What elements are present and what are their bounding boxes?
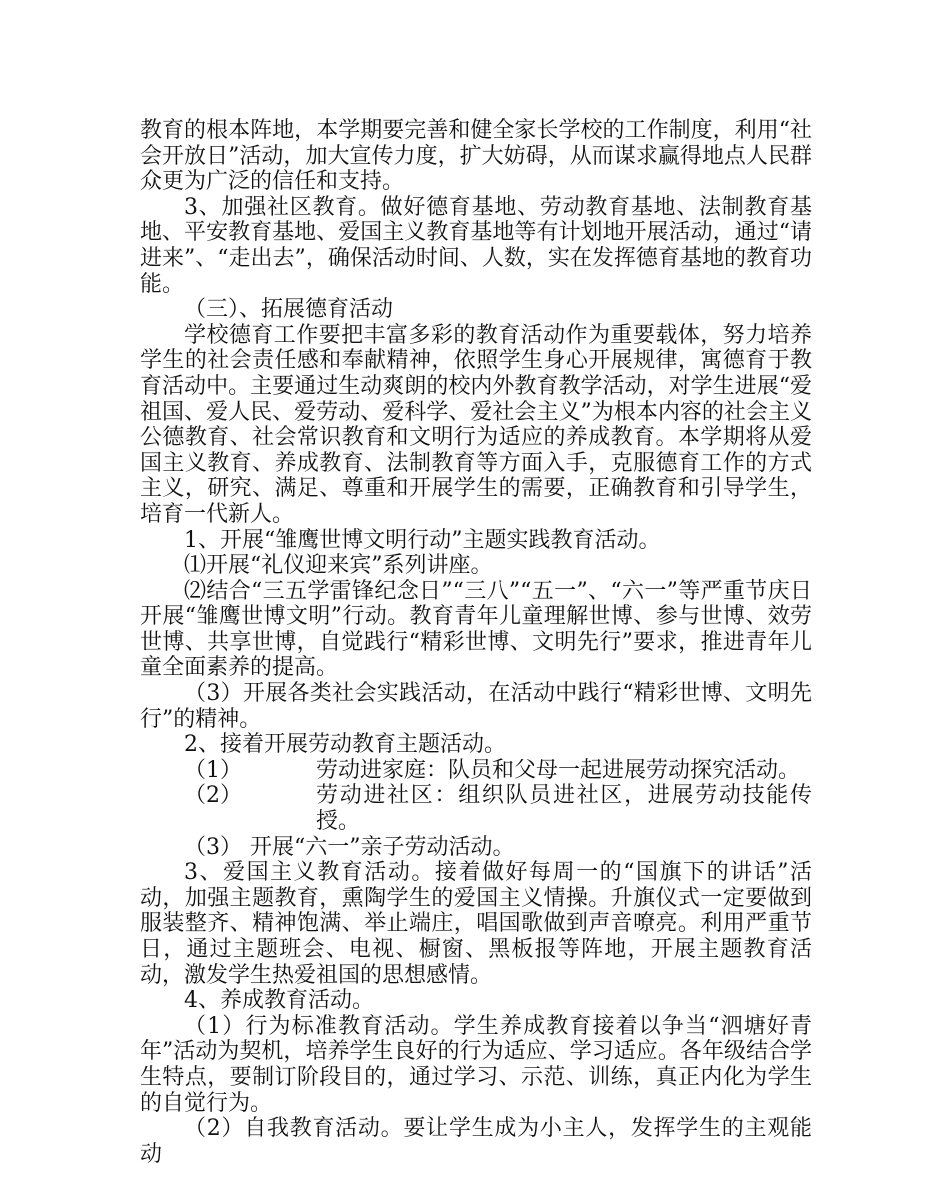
paragraph-habit-education: 4、养成教育活动。	[184, 988, 374, 1014]
list-item-labor-community	[140, 783, 812, 834]
paragraph-home-school: 教育的根本阵地，本学期要完善和健全家长学校的工作制度，利用“社会开放日”活动，加大宣传力度，扩大妨碍，从而谋求赢得地点人民群众更为广泛的信任和支持。	[140, 118, 812, 195]
list-item-number: （2）	[184, 783, 242, 809]
paragraph-moral-work: 学校德育工作要把丰富多彩的教育活动作为重要载体，努力培养学生的社会责任感和奉献精神，依照学生身心开展规律，寓德育于教育活动中。主要通过生动爽朗的校内外教育教学活动，对学生进展“爱祖国、爱人民、爱劳动、爱科学、爱社会主义”为根本内容的社会主义公德教育、社会常识教育和文明行为适应的养成教育。本学期将从爱国主义教育、养成教育、法制教育等方面入手，克服德育工作的方式主义，研究、满足、尊重和开展学生的需要，正确教育和引导学生，培育一代新人。	[140, 322, 812, 527]
list-item-labor-family	[140, 835, 812, 861]
paragraph-behavior-standard: （1）行为标准教育活动。学生养成教育接着以争当“泗塘好青年”活动为契机，培养学生良好的行为适应、学习适应。各年级结合学生特点，要制订阶段目的，通过学习、示范、训练，真正内化为学生的自觉行为。	[140, 1013, 812, 1116]
paragraph-self-education: （2）自我教育活动。要让学生成为小主人，发挥学生的主观能动	[140, 1116, 812, 1167]
section-heading-moral-activities: （三）、拓展德育活动	[184, 297, 394, 323]
list-item-text: 劳动进社区：组织队员进社区，进展劳动技能传授。	[316, 783, 812, 835]
paragraph-patriotic-education: 3、爱国主义教育活动。接着做好每周一的“国旗下的讲话”活动，加强主题教育，熏陶学生的爱国主义情操。升旗仪式一定要做到服装整齐、精神饱满、举止端庄，唱国歌做到声音嘹亮。利用严重节日，通过主题班会、电视、橱窗、黑板报等阵地，开展主题教育活动，激发学生热爱祖国的思想感情。	[140, 860, 812, 988]
paragraph-expo-action: 1、开展“雏鹰世博文明行动”主题实践教育活动。	[184, 527, 661, 553]
list-item-text: 劳动进家庭：队员和父母一起进展劳动探究活动。	[316, 757, 801, 783]
paragraph-community-education: 3、加强社区教育。做好德育基地、劳动教育基地、法制教育基地、平安教育基地、爱国主义教育基地等有计划地开展活动，通过“请进来”、“走出去”，确保活动时间、人数，实在发挥德育基地的教育功能。	[140, 194, 812, 297]
list-item-labor-home	[140, 758, 812, 784]
list-item-text: 开展“六一”亲子劳动活动。	[250, 834, 515, 860]
paragraph-social-practice: （3）开展各类社会实践活动，在活动中践行“精彩世博、文明先行”的精神。	[140, 681, 812, 732]
paragraph-labor-education: 2、接着开展劳动教育主题活动。	[184, 732, 506, 758]
list-item-number: （3）	[184, 834, 242, 860]
paragraph-festival-action: ⑵结合“三五学雷锋纪念日”“三八”“五一”、“六一”等严重节庆日开展“雏鹰世博文明”行动。教育青年儿童理解世博、参与世博、效劳世博、共享世博，自觉践行“精彩世博、文明先行”要求，推进青年儿童全面素养的提高。	[140, 578, 812, 681]
document-page	[140, 118, 812, 1167]
list-item-number: （1）	[184, 757, 242, 783]
paragraph-etiquette-lectures: ⑴开展“礼仪迎来宾”系列讲座。	[184, 553, 493, 579]
